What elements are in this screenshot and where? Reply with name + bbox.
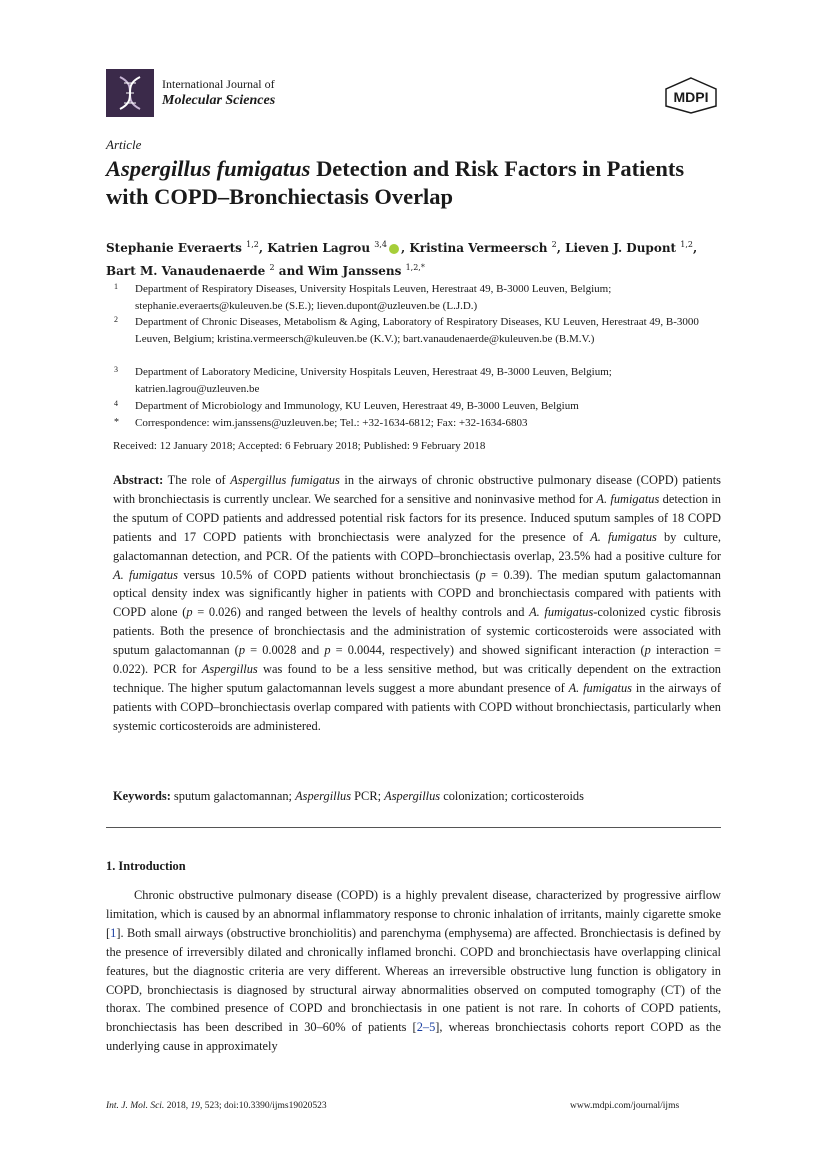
intro-paragraph xyxy=(106,886,721,1056)
keywords xyxy=(113,789,721,804)
author-name: Kristina Vermeersch xyxy=(409,241,548,255)
author-affil: 1,2 xyxy=(680,240,694,249)
abstract-text: The role of xyxy=(167,473,231,487)
citation-link[interactable]: 1 xyxy=(110,925,117,940)
footer-url[interactable]: www.mdpi.com/journal/ijms xyxy=(570,1101,680,1111)
title-rest: Detection and Risk Factors in Patients with COPD–Bronchiectasis Overlap xyxy=(106,156,685,209)
author-affil: 2 xyxy=(269,263,275,272)
correspondence xyxy=(106,415,721,432)
mdpi-logo xyxy=(662,76,720,114)
affiliation-text: Department of Respiratory Diseases, University Hospitals Leuven, Herestraat 49, B-3000 Leuven, Belgium; stephanie.everaerts@kuleuven.be (S.E.); lieven.dupont@uzleuven.be (L.J.D.) xyxy=(135,283,612,312)
abstract-italic: A. fumigatus xyxy=(113,567,178,582)
affiliation-4 xyxy=(106,398,721,415)
author-affil: 1,2,* xyxy=(405,263,425,272)
abstract-italic: A. fumigatus xyxy=(568,680,632,695)
author-affil: 3,4 xyxy=(374,240,387,249)
abstract-text: in the airways of patients with COPD–bronchiectasis overlap compared with patients with COPD without bronchiectasis, particularly when systemic corticosteroids are administered. xyxy=(113,680,721,733)
abstract-text: = 0.0044, respectively) and showed significant interaction ( xyxy=(330,643,645,658)
author-name: Wim Janssens xyxy=(307,264,402,278)
abstract-italic: p xyxy=(238,643,246,658)
affiliation-number: 2 xyxy=(114,315,118,324)
abstract-italic: Aspergillus fumigatus xyxy=(230,473,340,487)
abstract-label: Abstract: xyxy=(113,473,164,487)
affiliation-text: Department of Chronic Diseases, Metabolism & Aging, Laboratory of Respiratory Diseases, KU Leuven, Herestraat 49, B-3000 Leuven, Belgium; kristina.vermeersch@kuleuven.be (K.V.); bart.vanaudenaerde@kuleuven.be (B.M.V.) xyxy=(135,316,699,345)
footer-journal: Int. J. Mol. Sci. xyxy=(106,1101,165,1111)
abstract-text: was found to be a less sensitive method, but was critically dependent on the extraction technique. The higher sputum galactomannan levels suggest a more abundant presence of xyxy=(113,662,722,695)
section-heading: 1. Introduction xyxy=(106,859,186,873)
footer-doi: , 523; doi:10.3390/ijms19020523 xyxy=(199,1101,327,1111)
journal-name-line2: Molecular Sciences xyxy=(162,93,276,108)
affiliation-1 xyxy=(106,281,721,314)
footer-citation xyxy=(106,1101,327,1111)
affiliation-text: Department of Microbiology and Immunology, KU Leuven, Herestraat 49, B-3000 Leuven, Belgium xyxy=(135,400,579,412)
mdpi-logo-text: MDPI xyxy=(673,89,709,105)
keyword-text: colonization; corticosteroids xyxy=(440,789,584,803)
affiliation-text: Department of Laboratory Medicine, University Hospitals Leuven, Herestraat 49, B-3000 Leuven, Belgium; katrien.lagrou@uzleuven.be xyxy=(135,366,612,395)
abstract-italic: p xyxy=(324,643,331,658)
abstract-text: -colonized cystic fibrosis patients. Both the presence of bronchiectasis and the administration of systemic corticosteroids were associated with sputum galactomannan ( xyxy=(113,605,721,658)
abstract-italic: Aspergillus xyxy=(201,662,258,677)
citation-link[interactable]: 2–5 xyxy=(416,1020,436,1035)
author-affil: 1,2 xyxy=(246,240,259,249)
abstract-italic: p xyxy=(644,643,651,658)
affiliation-number: * xyxy=(114,417,119,428)
affiliation-number: 1 xyxy=(114,282,118,291)
abstract-text: detection in the sputum of COPD patients and addressed potential risk factors for its presence. Induced sputum samples of 18 COPD patients and 17 COPD patients with bronchiectasis were analyzed for the presence of xyxy=(113,491,722,544)
abstract-italic: p xyxy=(186,605,193,620)
affiliation-2 xyxy=(106,314,721,347)
author-name: Stephanie Everaerts xyxy=(106,241,242,255)
affiliation-text: Correspondence: wim.janssens@uzleuven.be; Tel.: +32-1634-6812; Fax: +32-1634-6803 xyxy=(135,417,528,429)
body-text: ], whereas bronchiectasis cohorts report COPD as the underlying cause in approximately xyxy=(106,1020,722,1054)
article-type: Article xyxy=(106,137,142,152)
title-italic: Aspergillus fumigatus xyxy=(106,156,311,181)
journal-name-line1: International Journal of xyxy=(162,77,275,91)
body-text: ]. Both small airways (obstructive bronchiolitis) and parenchyma (emphysema) are affected. Bronchiectasis is defined by the presence of irreversibly dilated and chronically inflamed bronchi. COPD and bronchiectasis have overlapping clinical features, but the diagnostic criteria are very different. Whereas an irreversible obstructive lung function is obligatory in COPD, bronchiectasis is diagnosed by structural airway abnormalities observed on computed tomography (CT) of the thorax. The combined presence of COPD and bronchiectasis in one patient is not rare. In cohorts of COPD patients, bronchiectasis has been described in 30–60% of patients [ xyxy=(106,925,721,1035)
abstract xyxy=(113,471,721,736)
section-divider xyxy=(106,827,721,828)
author-name: Bart M. Vanaudenaerde xyxy=(106,264,266,278)
keyword-italic: Aspergillus xyxy=(295,789,352,803)
abstract-italic: A. fumigatus xyxy=(529,605,594,620)
abstract-text: = 0.026) and ranged between the levels of healthy controls and xyxy=(192,605,530,620)
keyword-italic: Aspergillus xyxy=(384,789,441,803)
body-text: Chronic obstructive pulmonary disease (COPD) is a highly prevalent disease, characterized by progressive airflow limitation, which is caused by an abnormal inflammatory response to chronic inhalation of irritants, mainly cigarette smoke [ xyxy=(106,888,721,940)
keywords-label: Keywords: xyxy=(113,789,171,803)
author-name: Lieven J. Dupont xyxy=(565,241,677,255)
footer-volume: 19 xyxy=(190,1101,200,1111)
author-name: Katrien Lagrou xyxy=(267,241,371,255)
affiliation-number: 3 xyxy=(114,365,118,374)
abstract-text: in the airways of chronic obstructive pulmonary disease (COPD) patients with bronchiectasis is currently unclear. We searched for a sensitive and noninvasive method for xyxy=(113,473,721,506)
publication-dates: Received: 12 January 2018; Accepted: 6 February 2018; Published: 9 February 2018 xyxy=(113,440,486,452)
abstract-text: interaction = 0.022). PCR for xyxy=(113,643,722,677)
footer-year: 2018, xyxy=(164,1101,191,1111)
abstract-italic: A. fumigatus xyxy=(596,491,660,506)
keyword-text: PCR; xyxy=(351,789,385,803)
author-list: Stephanie Everaerts $^{1,2}$, Katrien Lagrou $^{3,4}$ , Kristina Vermeersch $^2$, Lieven J. Dupont $^{1,2}$, Bart M. Vanaudenaerde $^2$ and Wim Janssens $^{1,2,*}$ xyxy=(106,240,698,278)
abstract-text: versus 10.5% of COPD patients without bronchiectasis ( xyxy=(177,567,480,582)
abstract-text: = 0.0028 and xyxy=(245,643,325,658)
orcid-icon[interactable] xyxy=(389,244,399,254)
abstract-italic: A. fumigatus xyxy=(590,529,657,544)
affiliation-3 xyxy=(106,364,721,397)
abstract-text: = 0.39). The median sputum galactomannan optical density index was significantly higher in patients with COPD and bronchiectasis compared with patients with COPD alone ( xyxy=(113,567,721,620)
abstract-text: by culture, galactomannan detection, and PCR. Of the patients with COPD–bronchiectasis overlap, 23.5% had a positive culture for xyxy=(113,529,721,563)
author-affil: 2 xyxy=(551,240,557,249)
keyword-text: sputum galactomannan; xyxy=(170,789,296,803)
paper-title xyxy=(106,155,726,211)
dna-icon xyxy=(106,69,154,117)
journal-logo xyxy=(106,69,154,117)
abstract-italic: p xyxy=(479,567,486,582)
affiliation-number: 4 xyxy=(114,399,118,408)
